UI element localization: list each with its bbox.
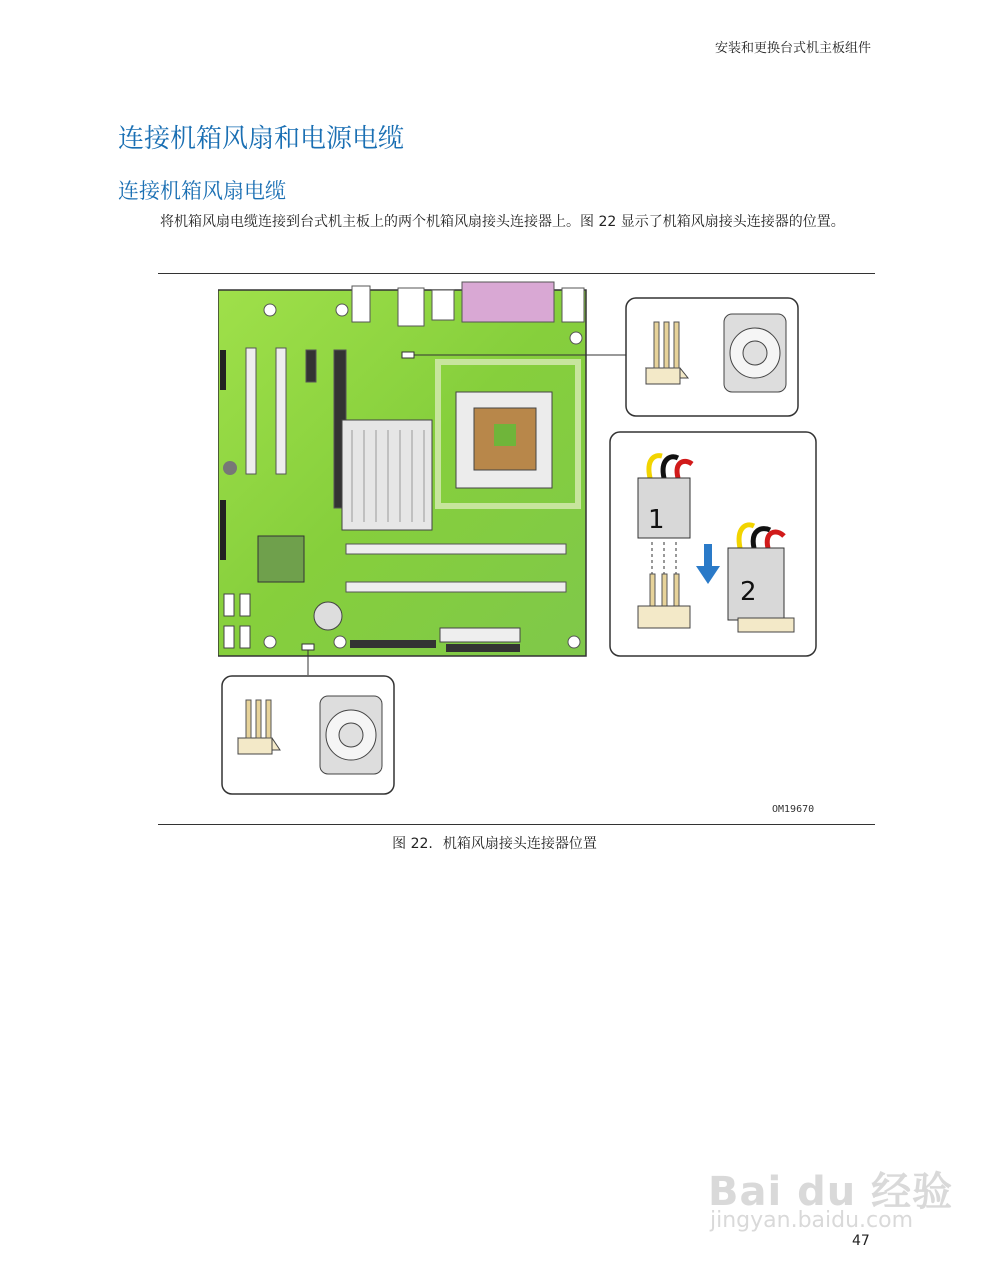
baidu-watermark-url: jingyan.baidu.com xyxy=(710,1208,914,1233)
running-header: 安装和更换台式机主板组件 xyxy=(714,41,871,56)
page-number: 47 xyxy=(852,1233,870,1249)
rear-fan-header xyxy=(402,352,414,358)
step-2-label: 2 xyxy=(740,577,757,607)
front-fan-header xyxy=(302,644,314,650)
subsection-title: 连接机箱风扇电缆 xyxy=(118,179,286,203)
motherboard xyxy=(218,282,586,656)
figure-top-rule xyxy=(158,273,875,274)
motherboard-figure xyxy=(218,280,818,820)
rear-fan-callout xyxy=(626,298,798,416)
section-title: 连接机箱风扇和电源电缆 xyxy=(118,124,405,154)
front-fan-callout xyxy=(222,676,394,794)
baidu-watermark-logo: Bai du 经验 xyxy=(708,1169,954,1215)
figure-code: OM19670 xyxy=(772,804,815,815)
step-1-label: 1 xyxy=(648,505,665,535)
connection-steps-panel xyxy=(610,432,816,656)
figure-caption xyxy=(0,833,989,853)
body-paragraph: 将机箱风扇电缆连接到台式机主板上的两个机箱风扇接头连接器上。图 22 显示了机箱风扇接头连接器的位置。 xyxy=(160,214,845,230)
figure-bottom-rule xyxy=(158,824,875,825)
caption-number: 图 22. xyxy=(392,836,433,852)
caption-text: 机箱风扇接头连接器位置 xyxy=(442,836,597,852)
